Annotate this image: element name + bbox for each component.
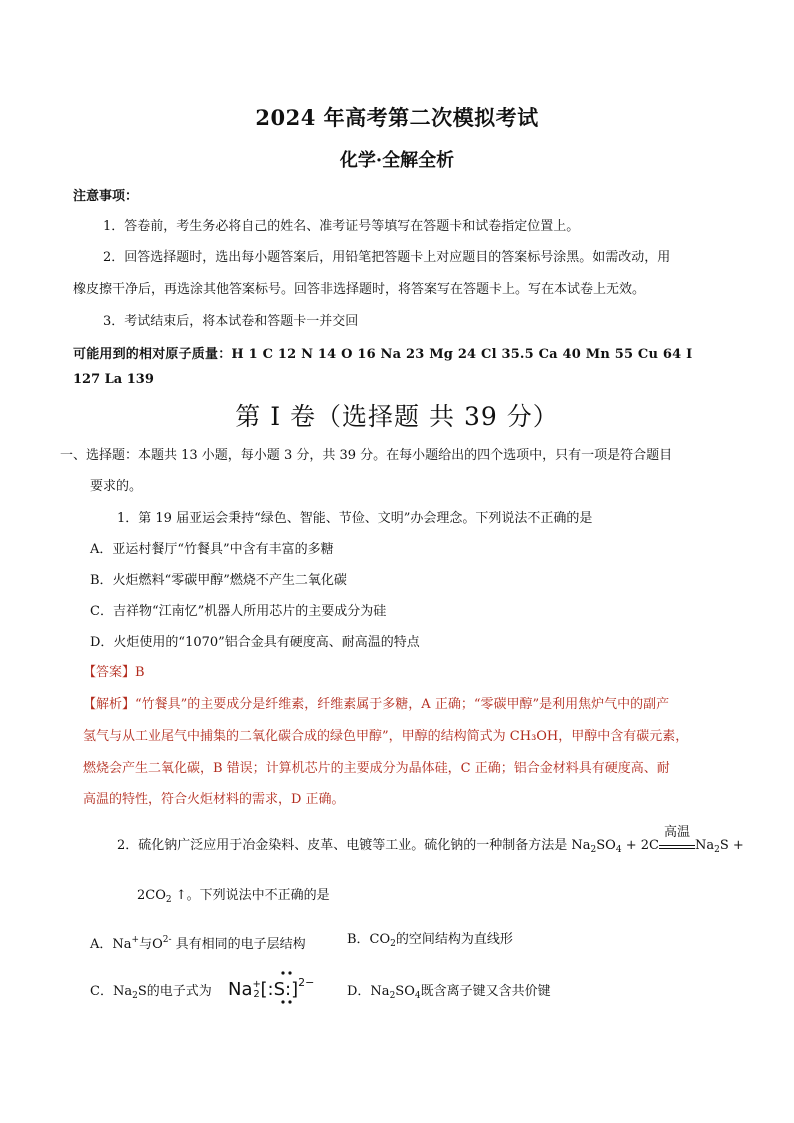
- q2-stem-text: 2．硫化钠广泛应用于冶金染料、皮革、电镀等工业。硫化钠的一种制备方法是: [117, 838, 572, 853]
- intro-line-1: 一、选择题：本题共 13 小题，每小题 3 分，共 39 分。在每小题给出的四个选项中，只有一项是符合题目: [60, 448, 673, 463]
- q2-a-sup2: 2-: [162, 935, 172, 945]
- lewis-na: Na: [228, 979, 253, 1000]
- notice-item-3: 3．考试结束后，将本试卷和答题卡一并交回: [103, 314, 359, 329]
- q2-stem-line-2: [137, 886, 330, 910]
- intro-line-2: 要求的。: [90, 479, 143, 494]
- reaction-condition: 高温: [663, 825, 690, 840]
- lewis-charge: 2−: [298, 976, 315, 989]
- q2-b-post: 的空间结构为直线形: [395, 932, 513, 947]
- q2-co: 2CO: [137, 888, 166, 903]
- notice-item-2-line-2: 橡皮擦干净后，再选涂其他答案标号。回答非选择题时，将答案写在答题卡上。写在本试卷上无效。: [73, 282, 646, 297]
- q2-option-d: [347, 982, 551, 1006]
- q2-co-sub: 2: [165, 895, 172, 905]
- q2-option-b: [347, 930, 513, 954]
- q1-analysis-line-3: 燃烧会产生二氧化碳，B 错误；计算机芯片的主要成分为晶体硅，C 正确；铝合金材料具有硬度高、耐: [83, 761, 670, 776]
- q1-answer: 【答案】B: [83, 665, 145, 680]
- q1-option-d: D．火炬使用的“1070”铝合金具有硬度高、耐高温的特点: [90, 635, 420, 650]
- q2-d-pre: D．Na: [347, 984, 390, 999]
- q2-d-sub2: 4: [414, 991, 421, 1001]
- q2-d-mid: SO: [395, 984, 415, 999]
- lewis-sup: +: [252, 979, 261, 990]
- q2-c-pre: C．Na: [90, 984, 133, 999]
- q2-a-sup1: +: [131, 935, 140, 945]
- q2-b-pre: B．CO: [347, 932, 391, 947]
- q2-a-mid: 与O: [139, 937, 163, 952]
- q2-product-sub: 2: [714, 845, 720, 855]
- q2-product-s: S +: [719, 838, 744, 853]
- lewis-structure: [228, 976, 314, 1000]
- q2-reactant-na: Na: [571, 838, 591, 853]
- q1-option-a: A．亚运村餐厅“竹餐具”中含有丰富的多糖: [90, 542, 334, 557]
- q2-reactant-sub4: 4: [615, 845, 622, 855]
- section-title: 第 I 卷（选择题 共 39 分）: [235, 402, 559, 431]
- q1-analysis-line-4: 高温的特性，符合火炬材料的需求，D 正确。: [83, 792, 345, 807]
- q2-c-sub: 2: [132, 991, 138, 1001]
- q1-stem: 1．第 19 届亚运会秉持“绿色、智能、节俭、文明”办会理念。下列说法不正确的是: [117, 511, 593, 526]
- q1-analysis-label: 【解析】: [83, 697, 136, 712]
- q2-product-na: Na: [694, 838, 715, 853]
- q1-analysis-line-1: [83, 695, 669, 715]
- q1-analysis-line-2: 氢气与从工业尾气中捕集的二氧化碳合成的绿色甲醇”，甲醇的结构简式为 CH₃OH，甲醇中含有碳元素，: [83, 729, 689, 744]
- q1-analysis-text-1: “竹餐具”的主要成分是纤维素，纤维素属于多糖，A 正确；“零碳甲醇”是利用焦炉气中的副产: [135, 697, 670, 712]
- q2-stem-line-1: [117, 825, 744, 860]
- reaction-arrow: [659, 825, 695, 849]
- q2-a-pre: A．Na: [90, 937, 132, 952]
- q2-d-sub: 2: [389, 991, 396, 1001]
- atomic-masses-line-1: 可能用到的相对原子质量：H 1 C 12 N 14 O 16 Na 23 Mg 24 Cl 35.5 Ca 40 Mn 55 Cu 64 I: [73, 347, 693, 362]
- notice-item-2-line-1: 2．回答选择题时，选出每小题答案后，用铅笔把答题卡上对应题目的答案标号涂黑。如需改动，用: [103, 250, 671, 265]
- electron-dots: [275, 970, 301, 1006]
- q2-a-post: 具有相同的电子层结构: [171, 937, 306, 952]
- lewis-body: [:S:]: [260, 979, 299, 1000]
- q2-plus-2c: + 2C: [621, 838, 659, 853]
- q2-reactant-so: SO: [596, 838, 616, 853]
- q2-reactant-sub: 2: [590, 845, 597, 855]
- q1-option-c: C．吉祥物“江南忆”机器人所用芯片的主要成分为硅: [90, 604, 387, 619]
- q2-c-post: S的电子式为: [137, 984, 212, 999]
- q2-d-post: 既含离子键又含共价键: [420, 984, 551, 999]
- atomic-masses-line-2: 127 La 139: [73, 372, 154, 387]
- notice-heading: 注意事项：: [73, 189, 139, 204]
- q2-b-sub: 2: [390, 939, 396, 949]
- notice-item-1: 1．答卷前，考生务必将自己的姓名、准考证号等填写在答题卡和试卷指定位置上。: [103, 219, 580, 234]
- page-subtitle: 化学·全解全析: [339, 150, 455, 171]
- q2-option-c: [90, 982, 212, 1006]
- q2-option-a: [90, 930, 306, 955]
- q2-line2-rest: ↑。下列说法中不正确的是: [171, 888, 330, 903]
- page-title: 2024 年高考第二次模拟考试: [255, 105, 539, 130]
- q1-option-b: B．火炬燃料“零碳甲醇”燃烧不产生二氧化碳: [90, 573, 347, 588]
- lewis-sub: 2: [253, 989, 260, 1000]
